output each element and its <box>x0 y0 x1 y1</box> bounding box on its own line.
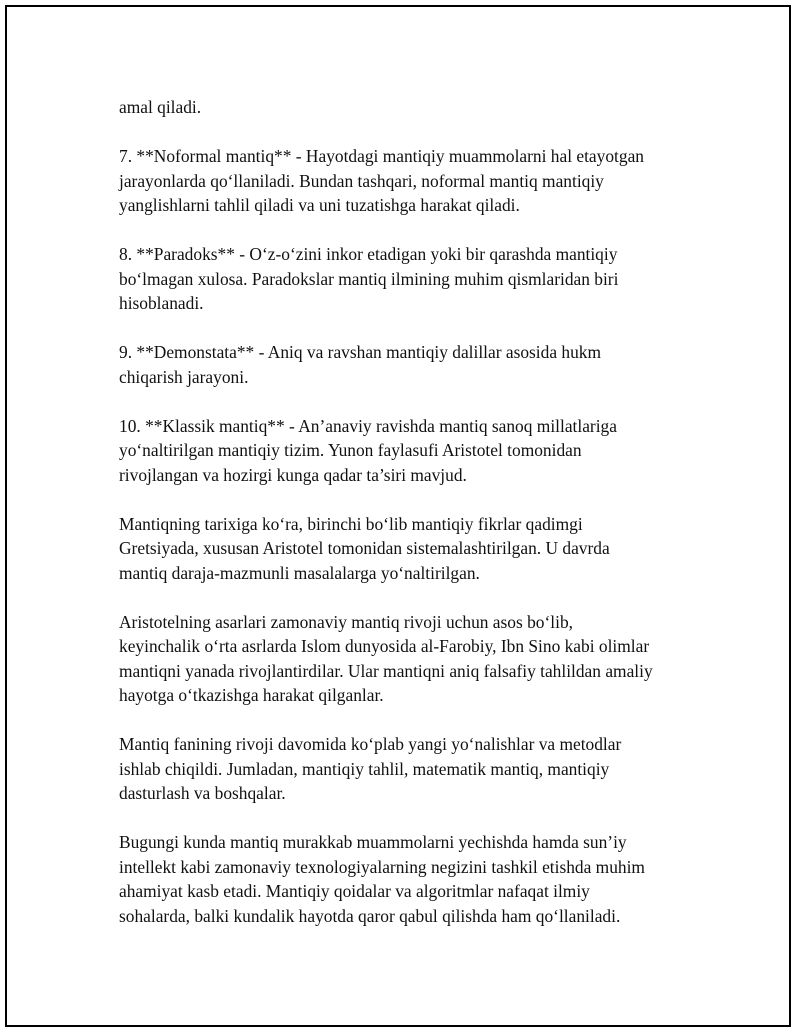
text-line: bo‘lmagan xulosa. Paradokslar mantiq ilmining muhim qismlaridan biri <box>119 268 619 289</box>
document-body <box>119 95 679 953</box>
text-line: yanglishlarni tahlil qiladi va uni tuzatishga harakat qiladi. <box>119 195 520 215</box>
text-line: Mantiqning tarixiga ko‘ra, birinchi bo‘lib mantiqiy fikrlar qadimgi <box>119 513 583 534</box>
text-line: mantiqni yanada rivojlantirdilar. Ular mantiqni aniq falsafiy tahlildan amaliy <box>119 660 653 681</box>
text-line: ishlab chiqildi. Jumladan, mantiqiy tahlil, matematik mantiq, mantiqiy <box>119 758 610 779</box>
paragraph-history <box>119 512 679 586</box>
paragraph-development <box>119 732 679 806</box>
text-line: intellekt kabi zamonaviy texnologiyalarning negizini tashkil etishda muhim <box>119 856 645 877</box>
text-line: Mantiq fanining rivoji davomida ko‘plab yangi yo‘nalishlar va metodlar <box>119 734 622 754</box>
paragraph-today <box>119 830 679 928</box>
text-line: sohalarda, balki kundalik hayotda qaror qabul qilishda ham qo‘llaniladi. <box>119 905 621 926</box>
text-line: 10. **Klassik mantiq** - An’anaviy ravishda mantiq sanoq millatlariga <box>119 415 617 436</box>
text-line: hayotga o‘tkazishga harakat qilganlar. <box>119 685 384 705</box>
paragraph-klassik-mantiq <box>119 414 679 488</box>
text-line: dasturlash va boshqalar. <box>119 783 286 803</box>
text-line: hisoblanadi. <box>119 293 204 313</box>
text-line: 9. **Demonstata** - Aniq va ravshan mantiqiy dalillar asosida hukm <box>119 342 602 362</box>
text-line: amal qiladi. <box>119 97 202 117</box>
text-line: rivojlangan va hozirgi kunga qadar ta’siri mavjud. <box>119 464 467 485</box>
text-line: jarayonlarda qo‘llaniladi. Bundan tashqari, noformal mantiq mantiqiy <box>119 170 604 191</box>
text-line: 8. **Paradoks** - O‘z-o‘zini inkor etadigan yoki bir qarashda mantiqiy <box>119 244 618 264</box>
document-page <box>5 5 791 1027</box>
text-line: 7. **Noformal mantiq** - Hayotdagi mantiqiy muammolarni hal etayotgan <box>119 146 644 166</box>
text-line: chiqarish jarayoni. <box>119 366 249 387</box>
text-line: keyinchalik o‘rta asrlarda Islom dunyosida al-Farobiy, Ibn Sino kabi olimlar <box>119 636 650 656</box>
text-line: ahamiyat kasb etadi. Mantiqiy qoidalar va algoritmlar nafaqat ilmiy <box>119 881 590 901</box>
text-line: Aristotelning asarlari zamonaviy mantiq rivoji uchun asos bo‘lib, <box>119 611 573 632</box>
paragraph-demonstata <box>119 340 679 389</box>
paragraph-aristotel <box>119 610 679 708</box>
text-line: mantiq daraja-mazmunli masalalarga yo‘naltirilgan. <box>119 562 480 583</box>
paragraph-continuation <box>119 95 679 120</box>
paragraph-paradoks <box>119 242 679 316</box>
paragraph-noformal-mantiq <box>119 144 679 218</box>
text-line: Gretsiyada, xususan Aristotel tomonidan sistemalashtirilgan. U davrda <box>119 538 610 558</box>
text-line: Bugungi kunda mantiq murakkab muammolarni yechishda hamda sun’iy <box>119 832 627 852</box>
text-line: yo‘naltirilgan mantiqiy tizim. Yunon faylasufi Aristotel tomonidan <box>119 440 582 460</box>
